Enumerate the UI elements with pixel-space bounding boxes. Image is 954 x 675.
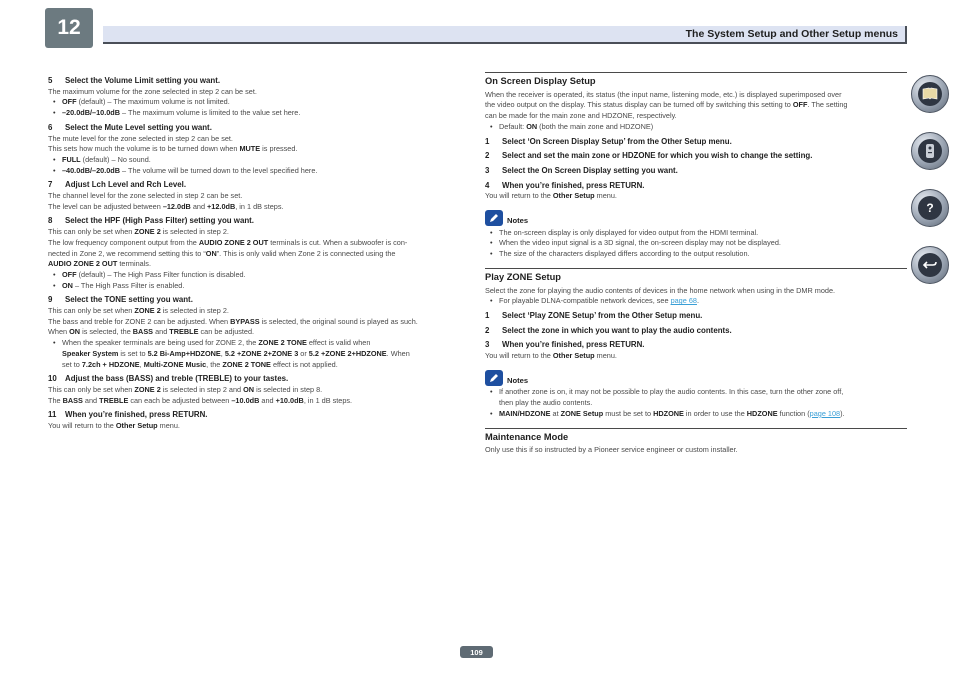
step-7: 7 Adjust Lch Level and Rch Level. [48, 180, 187, 190]
section-title: On Screen Display Setup [485, 76, 596, 86]
step-9: 9 Select the TONE setting you want. [48, 295, 193, 305]
help-icon[interactable]: ? [911, 189, 949, 227]
chapter-number: 12 [45, 8, 93, 48]
maintenance-section: Maintenance Mode Only use this if so instructed by a Pioneer service engineer or custom installer. [485, 432, 907, 456]
page-number: 109 [460, 646, 493, 658]
list-item: • For playable DLNA-compatible network devices, see page 68. [485, 296, 907, 307]
osd-step-3: 3 Select the On Screen Display setting you want. [485, 165, 678, 175]
pz-step-1: 1 Select ‘Play ZONE Setup’ from the Other Setup menu. [485, 310, 703, 320]
section-title: Play ZONE Setup [485, 271, 561, 282]
pencil-icon [485, 210, 503, 226]
list-item: • OFF (default) – The High Pass Filter function is disabled. [48, 270, 466, 281]
note-item: • MAIN/HDZONE at ZONE Setup must be set to HDZONE in order to use the HDZONE function (page 108). [485, 409, 907, 420]
note-item: • The on-screen display is only displayed for video output from the HDMI terminal. [485, 228, 907, 239]
list-item: • –40.0dB/–20.0dB – The volume will be turned down to the level specified here. [48, 166, 466, 177]
step-6: 6 Select the Mute Level setting you want. [48, 122, 212, 132]
list-item: • FULL (default) – No sound. [48, 155, 466, 166]
step-10: 10 Adjust the bass (BASS) and treble (TREBLE) to your tastes. [48, 374, 289, 384]
page-link[interactable]: page 68 [670, 296, 697, 306]
osd-step-2: 2 Select and set the main zone or HDZONE for which you wish to change the setting. [485, 151, 813, 161]
back-icon[interactable] [911, 246, 949, 284]
note-item: • If another zone is on, it may not be possible to play the audio contents. In this case, turn the other zone off, then play the audio contents. [485, 387, 907, 408]
header-title: The System Setup and Other Setup menus [685, 28, 898, 40]
step-11: 11 When you’re finished, press RETURN. [48, 410, 208, 420]
pz-step-2: 2 Select the zone in which you want to play the audio contents. [485, 325, 732, 335]
divider [485, 268, 907, 269]
step-8: 8 Select the HPF (High Pass Filter) setting you want. [48, 216, 254, 226]
left-column: 5 Select the Volume Limit setting you want. The maximum volume for the zone selected in step 2 can be set. • OFF (default) – The maximum volume is not limited. • –20.0dB/–10.0dB – The maximum volume is limited to the value set here. 6 Select the Mute Level setting you want. The mute level for the zone selected in step 2 can be set. This sets how much the volume is to be turned down when MUTE is pressed. • FULL (default) – No sound. • –40.0dB/–20.0dB – The volume will be turned down to the level specified here. 7 Adjust Lch Level and Rch Level. The channel level for the zone selected in step 2 can be set. The level can be adjusted between –12.0dB and +12.0dB, in 1 dB steps. 8 Select the HPF (High Pass Filter) setting you want. This can only be set when ZONE 2 is selected in step 2. The low frequency component output from the AUDIO ZONE 2 OUT terminals is cut. When a subwoofer is con- nected in Zone 2, we recommend setting this to “ON”. This is only valid when Zone 2 is connected using the AUDIO ZONE 2 OUT terminals. • OFF (default) – The High Pass Filter function is disabled. • ON – The High Pass Filter is enabled. 9 Select the TONE setting you want. This can only be set when ZONE 2 is selected in step 2. The bass and treble for ZONE 2 can be adjusted. When BYPASS is selected, the original sound is played as such. When ON is selected, the BASS and TREBLE can be adjusted. • When the speaker terminals are being used for ZONE 2, the ZONE 2 TONE effect is valid when Speaker System is set to 5.2 Bi-Amp+HDZONE, 5.2 +ZONE 2+ZONE 3 or 5.2 +ZONE 2+HDZONE. When set to 7.2ch + HDZONE, Multi-ZONE Music, the ZONE 2 TONE effect is not applied. 10 Adjust the bass (BASS) and treble (TREBLE) to your tastes. This can only be set when ZONE 2 is selected in step 2 and ON is selected in step 8. The BASS and TREBLE can each be adjusted between –10.0dB and +10.0dB, in 1 dB steps. 11 When you’re finished, press RETURN. You will return to the Other Setup menu. [48, 72, 466, 432]
notes-heading: Notes [485, 210, 907, 227]
list-item: • When the speaker terminals are being used for ZONE 2, the ZONE 2 TONE effect is valid when [48, 338, 466, 349]
book-icon[interactable] [911, 75, 949, 113]
remote-icon[interactable] [911, 132, 949, 170]
list-item: • –20.0dB/–10.0dB – The maximum volume is limited to the value set here. [48, 108, 466, 119]
note-item: • The size of the characters displayed differs according to the output resolution. [485, 249, 907, 260]
osd-step-1: 1 Select ‘On Screen Display Setup’ from the Other Setup menu. [485, 136, 732, 146]
list-item: • ON – The High Pass Filter is enabled. [48, 281, 466, 292]
side-nav [911, 75, 949, 303]
notes-heading: Notes [485, 370, 907, 387]
pencil-icon [485, 370, 503, 386]
section-title: Maintenance Mode [485, 431, 569, 442]
list-item: • Default: ON (both the main zone and HDZONE) [485, 122, 907, 133]
divider [485, 428, 907, 429]
play-zone-section: Play ZONE Setup Select the zone for playing the audio contents of devices in the home network when using in the DMR mode. • For playable DLNA-compatible network devices, see page 68. 1 Select ‘Play ZONE Setup’ from the Other Setup menu. 2 Select the zone in which you want to play the audio contents. 3 When you’re finished, press RETURN. You will return to the Other Setup menu. Notes • If another zone is on, it may not be possible to play the audio contents. In this case, turn the other zone off, then play the audio contents. • MAIN/HDZONE at ZONE Setup must be set to HDZONE in order to use the HDZONE function (page 108). [485, 272, 907, 420]
pz-step-3: 3 When you’re finished, press RETURN. [485, 340, 645, 350]
step-5: 5 Select the Volume Limit setting you want. [48, 76, 221, 85]
osd-section: On Screen Display Setup When the receiver is operated, its status (the input name, listening mode, etc.) is displayed superimposed over the video output on the display. This status display can be turned off by switching this setting to OFF. The setting can be made for the main zone and HDZONE, respectively. • Default: ON (both the main zone and HDZONE) 1 Select ‘On Screen Display Setup’ from the Other Setup menu. 2 Select and set the main zone or HDZONE for which you wish to change the setting. 3 Select the On Screen Display setting you want. 4 When you’re finished, press RETURN. You will return to the Other Setup menu. Notes • The on-screen display is only displayed for video output from the HDMI terminal. • When the video input signal is a 3D signal, the on-screen display may not be displayed. • The size of the characters displayed differs according to the output resolution. [485, 72, 907, 260]
note-item: • When the video input signal is a 3D signal, the on-screen display may not be displayed. [485, 238, 907, 249]
header-bar [103, 26, 907, 44]
page-link[interactable]: page 108 [809, 408, 841, 418]
osd-step-4: 4 When you’re finished, press RETURN. [485, 180, 645, 190]
list-item: • OFF (default) – The maximum volume is not limited. [48, 97, 466, 108]
right-column [485, 72, 907, 456]
